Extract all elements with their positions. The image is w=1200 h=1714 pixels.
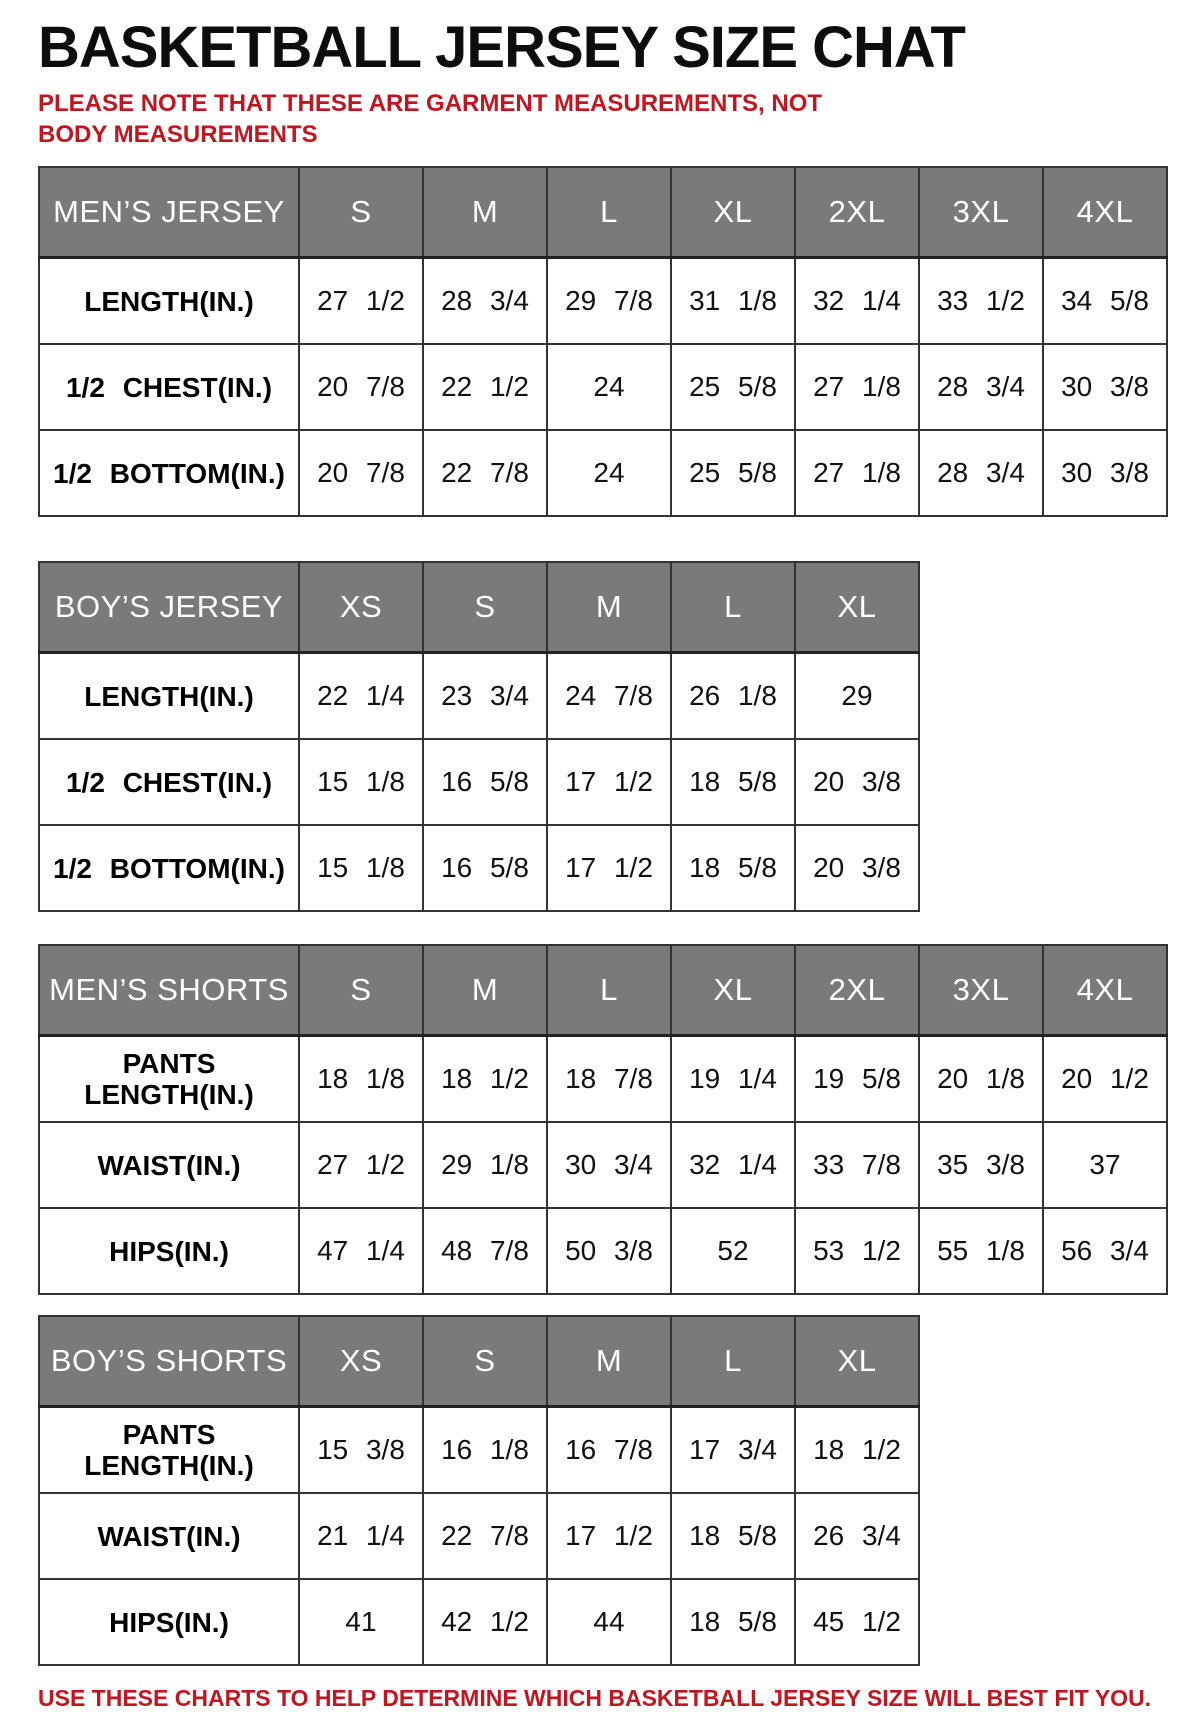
size-value: 18 1/2 [795, 1407, 919, 1494]
size-value: 20 1/8 [919, 1036, 1043, 1123]
size-value: 16 1/8 [423, 1407, 547, 1494]
size-value: 26 1/8 [671, 653, 795, 740]
size-table-mens-jersey [38, 166, 1168, 517]
size-column-header: 4XL [1043, 167, 1167, 258]
size-table-boys-shorts [38, 1315, 920, 1666]
size-value: 27 1/8 [795, 430, 919, 516]
measurement-row [39, 653, 919, 740]
size-value: 33 1/2 [919, 258, 1043, 345]
size-value: 15 1/8 [299, 825, 423, 911]
size-value: 31 1/8 [671, 258, 795, 345]
measurement-label: 1/2 CHEST(IN.) [39, 344, 299, 430]
size-column-header: M [423, 167, 547, 258]
measurement-row [39, 1493, 919, 1579]
measurement-label: 1/2 BOTTOM(IN.) [39, 430, 299, 516]
size-value: 30 3/8 [1043, 344, 1167, 430]
size-value: 18 5/8 [671, 1493, 795, 1579]
size-column-header: XS [299, 1316, 423, 1407]
size-value: 15 3/8 [299, 1407, 423, 1494]
size-value: 17 1/2 [547, 739, 671, 825]
measurement-row [39, 1122, 1167, 1208]
header-row [39, 167, 1167, 258]
size-column-header: S [423, 1316, 547, 1407]
size-column-header: 2XL [795, 945, 919, 1036]
size-value: 22 7/8 [423, 1493, 547, 1579]
measurement-label: PANTS LENGTH(IN.) [39, 1407, 299, 1494]
size-value: 52 [671, 1208, 795, 1294]
measurement-label: LENGTH(IN.) [39, 258, 299, 345]
size-column-header: M [423, 945, 547, 1036]
size-value: 28 3/4 [919, 430, 1043, 516]
size-value: 32 1/4 [795, 258, 919, 345]
size-column-header: M [547, 562, 671, 653]
table-title-cell: MEN’S SHORTS [39, 945, 299, 1036]
measurement-label: LENGTH(IN.) [39, 653, 299, 740]
size-column-header: XL [795, 562, 919, 653]
size-value: 25 5/8 [671, 344, 795, 430]
size-column-header: XS [299, 562, 423, 653]
measurement-row [39, 739, 919, 825]
size-value: 22 1/4 [299, 653, 423, 740]
size-value: 20 3/8 [795, 825, 919, 911]
size-tables [38, 166, 1200, 1666]
size-value: 55 1/8 [919, 1208, 1043, 1294]
fit-advice-note: USE THESE CHARTS TO HELP DETERMINE WHICH BASKETBALL JERSEY SIZE WILL BEST FIT YOU. [38, 1685, 1152, 1712]
size-column-header: XL [671, 167, 795, 258]
measurement-row [39, 1036, 1167, 1123]
size-value: 16 5/8 [423, 739, 547, 825]
measurement-label: 1/2 CHEST(IN.) [39, 739, 299, 825]
size-column-header: S [423, 562, 547, 653]
measurement-label: HIPS(IN.) [39, 1579, 299, 1665]
size-value: 23 3/4 [423, 653, 547, 740]
size-column-header: L [547, 945, 671, 1036]
size-value: 17 3/4 [671, 1407, 795, 1494]
header-row [39, 562, 919, 653]
size-value: 35 3/8 [919, 1122, 1043, 1208]
size-column-header: L [671, 1316, 795, 1407]
size-value: 18 5/8 [671, 825, 795, 911]
measurement-label: WAIST(IN.) [39, 1493, 299, 1579]
size-column-header: S [299, 945, 423, 1036]
size-column-header: M [547, 1316, 671, 1407]
size-value: 21 1/4 [299, 1493, 423, 1579]
size-value: 32 1/4 [671, 1122, 795, 1208]
size-column-header: L [671, 562, 795, 653]
size-value: 20 3/8 [795, 739, 919, 825]
size-value: 16 7/8 [547, 1407, 671, 1494]
size-column-header: 3XL [919, 945, 1043, 1036]
size-value: 30 3/4 [547, 1122, 671, 1208]
size-value: 25 5/8 [671, 430, 795, 516]
size-value: 26 3/4 [795, 1493, 919, 1579]
size-value: 33 7/8 [795, 1122, 919, 1208]
measurement-label: PANTS LENGTH(IN.) [39, 1036, 299, 1123]
size-value: 27 1/8 [795, 344, 919, 430]
size-value: 24 [547, 344, 671, 430]
size-value: 18 7/8 [547, 1036, 671, 1123]
size-column-header: 3XL [919, 167, 1043, 258]
size-value: 45 1/2 [795, 1579, 919, 1665]
size-value: 28 3/4 [919, 344, 1043, 430]
size-column-header: L [547, 167, 671, 258]
size-value: 22 1/2 [423, 344, 547, 430]
size-value: 48 7/8 [423, 1208, 547, 1294]
size-value: 15 1/8 [299, 739, 423, 825]
size-value: 29 1/8 [423, 1122, 547, 1208]
header-row [39, 1316, 919, 1407]
measurement-label: 1/2 BOTTOM(IN.) [39, 825, 299, 911]
size-value: 24 7/8 [547, 653, 671, 740]
size-value: 29 7/8 [547, 258, 671, 345]
measurement-row [39, 825, 919, 911]
size-value: 28 3/4 [423, 258, 547, 345]
size-value: 20 1/2 [1043, 1036, 1167, 1123]
size-column-header: 4XL [1043, 945, 1167, 1036]
size-value: 19 5/8 [795, 1036, 919, 1123]
size-value: 20 7/8 [299, 344, 423, 430]
size-value: 53 1/2 [795, 1208, 919, 1294]
size-value: 27 1/2 [299, 258, 423, 345]
measurement-row [39, 258, 1167, 345]
size-table-boys-jersey [38, 561, 920, 912]
measurement-row [39, 1208, 1167, 1294]
size-column-header: S [299, 167, 423, 258]
measurement-label: WAIST(IN.) [39, 1122, 299, 1208]
size-value: 37 [1043, 1122, 1167, 1208]
size-value: 22 7/8 [423, 430, 547, 516]
size-value: 44 [547, 1579, 671, 1665]
size-column-header: 2XL [795, 167, 919, 258]
table-title-cell: BOY’S JERSEY [39, 562, 299, 653]
measurement-row [39, 430, 1167, 516]
measurement-row [39, 1579, 919, 1665]
size-value: 24 [547, 430, 671, 516]
size-value: 18 1/8 [299, 1036, 423, 1123]
size-value: 16 5/8 [423, 825, 547, 911]
size-value: 29 [795, 653, 919, 740]
table-title-cell: MEN’S JERSEY [39, 167, 299, 258]
size-value: 20 7/8 [299, 430, 423, 516]
page-title: BASKETBALL JERSEY SIZE CHAT [38, 15, 965, 80]
size-value: 18 5/8 [671, 1579, 795, 1665]
measurement-row [39, 1407, 919, 1494]
size-value: 42 1/2 [423, 1579, 547, 1665]
size-value: 56 3/4 [1043, 1208, 1167, 1294]
size-value: 18 1/2 [423, 1036, 547, 1123]
table-title-cell: BOY’S SHORTS [39, 1316, 299, 1407]
size-value: 30 3/8 [1043, 430, 1167, 516]
size-column-header: XL [671, 945, 795, 1036]
size-value: 50 3/8 [547, 1208, 671, 1294]
size-value: 17 1/2 [547, 825, 671, 911]
size-value: 47 1/4 [299, 1208, 423, 1294]
measurement-label: HIPS(IN.) [39, 1208, 299, 1294]
header-row [39, 945, 1167, 1036]
size-value: 34 5/8 [1043, 258, 1167, 345]
garment-measurement-note: PLEASE NOTE THAT THESE ARE GARMENT MEASUREMENTS, NOT BODY MEASUREMENTS [38, 90, 823, 148]
size-column-header: XL [795, 1316, 919, 1407]
size-value: 27 1/2 [299, 1122, 423, 1208]
size-value: 18 5/8 [671, 739, 795, 825]
size-table-mens-shorts [38, 944, 1168, 1295]
size-value: 19 1/4 [671, 1036, 795, 1123]
size-value: 17 1/2 [547, 1493, 671, 1579]
size-value: 41 [299, 1579, 423, 1665]
measurement-row [39, 344, 1167, 430]
